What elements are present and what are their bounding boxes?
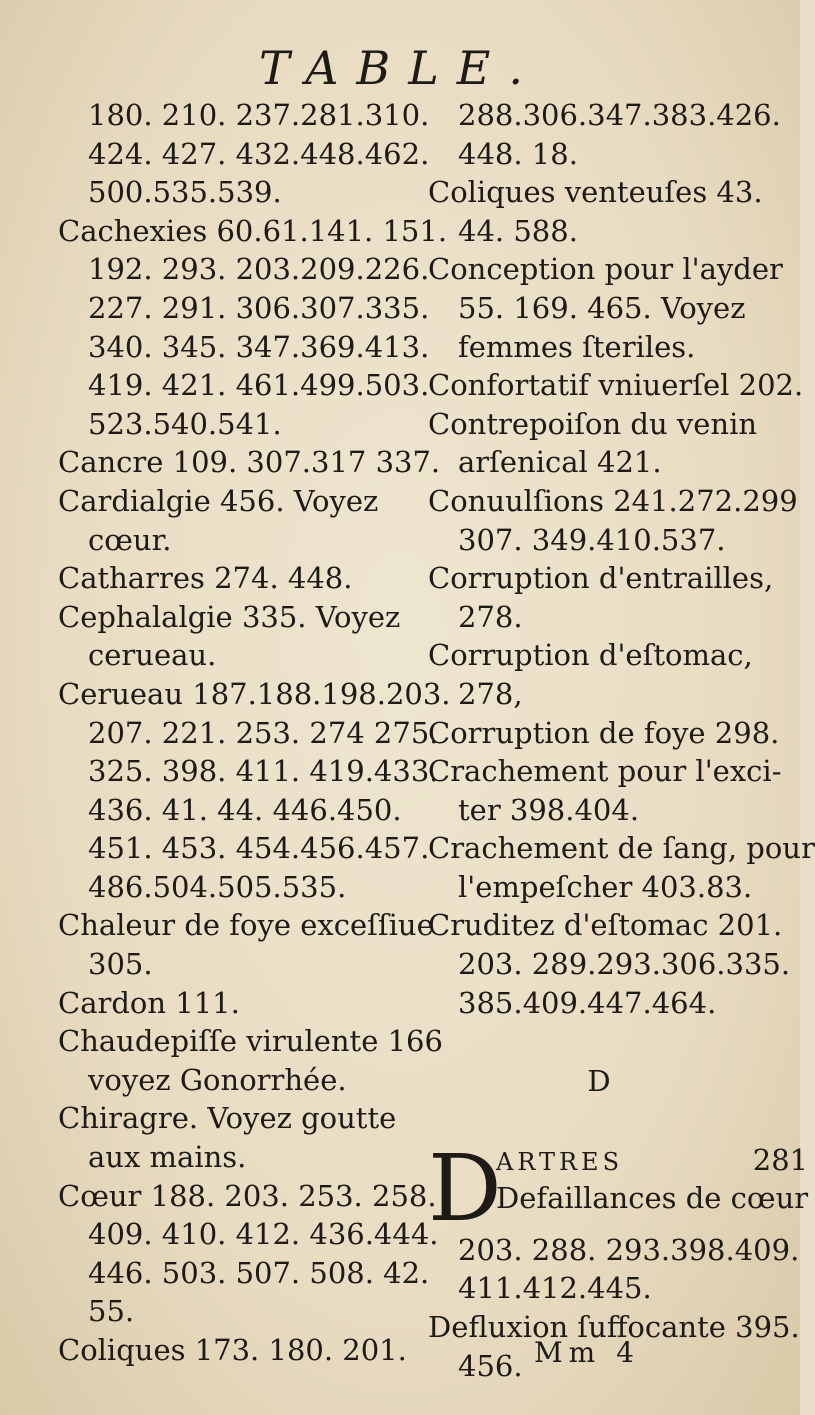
index-line: Confortatif vniuerſel 202. [428,368,804,403]
index-line: 411.412.445. [458,1271,652,1306]
index-line: cerueau. [88,638,217,673]
index-line: 55. 169. 465. Voyez [458,290,746,325]
index-column-right [428,96,815,1385]
index-column-left [58,96,451,1370]
index-line: 44. 588. [458,213,578,248]
index-line: 486.504.505.535. [88,869,347,904]
index-line: 523.540.541. [88,406,282,441]
index-line: Crachement pour l'exci- [428,754,782,789]
index-line: 451. 453. 454.456.457. [88,831,430,866]
index-line: Cruditez d'eſtomac 201. [428,908,783,943]
index-line: 288.306.347.383.426. [458,98,781,132]
index-line: 278. [458,599,523,634]
index-line: Defluxion ſuffocante 395. [428,1310,800,1345]
index-line: Cancre 109. 307.317 337. [58,445,441,480]
index-line: 180. 210. 237.281.310. [88,98,430,132]
index-line: 227. 291. 306.307.335. [88,290,430,325]
index-line: Cœur 188. 203. 253. 258. [58,1178,437,1213]
index-line: 325. 398. 411. 419.433. [88,754,439,789]
index-line: 446. 503. 507. 508. 42. [88,1255,430,1290]
index-line: Cardialgie 456. Voyez [58,483,379,518]
index-line: Coliques venteuſes 43. [428,175,763,210]
index-line: Corruption d'entrailles, [428,561,774,596]
index-line: 305. [88,947,153,982]
right-column-c-entries [428,96,815,1022]
index-line: cœur. [88,522,172,557]
index-line: 340. 345. 347.369.413. [88,329,430,364]
index-line: 456. [458,1348,523,1383]
dropcap-entry [428,1134,809,1242]
index-line: Chiragre. Voyez goutte [58,1101,397,1136]
index-line: 385.409.447.464. [458,985,717,1020]
index-line: ter 398.404. [458,792,640,827]
page-title: TABLE. [259,41,541,95]
index-line: Crachement de ſang, pour [428,831,815,866]
index-line: aux mains. [88,1140,247,1175]
dropcap-first-line [496,1141,808,1180]
index-line: 203. 288. 293.398.409. [458,1232,800,1267]
index-line: 207. 221. 253. 274 275. [88,715,439,750]
index-line: Conuulſions 241.272.299 [428,483,798,518]
dropcap-caps: ARTRES [496,1147,624,1176]
index-line: 203. 289.293.306.335. [458,947,791,982]
index-line: Cephalalgie 335. Voyez [58,599,401,634]
index-line: 409. 410. 412. 436.444. [88,1217,439,1252]
index-line: 55. [88,1294,135,1329]
index-line: femmes ſteriles. [458,329,696,364]
section-spacer [428,1022,790,1062]
index-line: Catharres 274. 448. [58,561,353,596]
index-line: Chaudepiſſe virulente 166 [58,1024,443,1059]
index-line: 448. 18. [458,136,578,171]
index-line: Chaleur de foye exceſſiue [58,908,434,943]
index-line: 192. 293. 203.209.226. [88,252,430,287]
signature-mark: Mm 4 [534,1336,640,1369]
index-line: 278, [458,676,523,711]
index-line: 307. 349.410.537. [458,522,726,557]
section-letter: D [587,1064,611,1099]
index-line: l'empeſcher 403.83. [458,869,753,904]
index-line: 424. 427. 432.448.462. [88,136,430,171]
index-line: 419. 421. 461.499.503. [88,368,430,403]
index-line: Contrepoiſon du venin [428,406,758,441]
index-line: arſenical 421. [458,445,662,480]
index-line: Corruption de foye 298. [428,715,780,750]
index-line: Conception pour l'ayder [428,252,783,287]
index-line: Cerueau 187.188.198.203. [58,676,451,711]
index-line: Cachexies 60.61.141. 151. [58,213,448,248]
index-line: Corruption d'eſtomac, [428,638,753,673]
index-line: Cardon 111. [58,985,240,1020]
dropcap-page-ref: 281 [752,1142,809,1177]
dropcap-letter: D [428,1134,502,1242]
index-line: 500.535.539. [88,175,282,210]
index-line: Coliques 173. 180. 201. [58,1333,407,1367]
dropcap-second-line: Defaillances de cœur [496,1181,809,1216]
index-line: 436. 41. 44. 446.450. [88,792,402,827]
index-line: voyez Gonorrhée. [88,1062,347,1097]
